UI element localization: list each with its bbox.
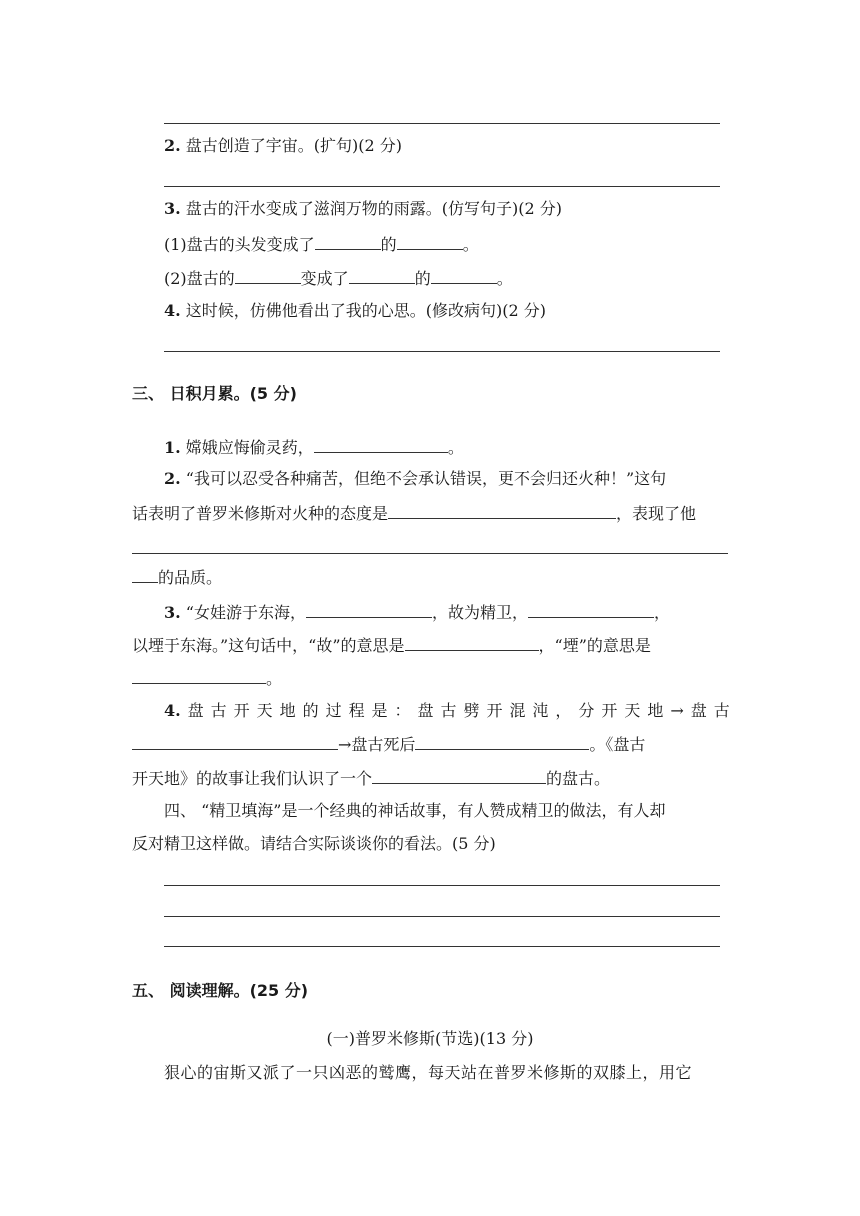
s3-item-3-line-1 [164, 601, 670, 624]
item-text: 开天地》的故事让我们认识了一个 [132, 769, 373, 788]
justified-char: 盘 [417, 701, 434, 720]
justified-char: 混 [509, 701, 526, 720]
question-number: 2. [164, 136, 181, 155]
item-text: “我可以忍受各种痛苦，但绝不会承认错误，更不会归还火种！”这句 [185, 469, 667, 488]
justified-char: 劈 [463, 701, 480, 720]
justified-char: 是 [371, 701, 388, 720]
fill-blank[interactable] [431, 267, 497, 284]
question-3-sub-2 [164, 267, 513, 290]
sub-text: 。 [496, 269, 513, 288]
section-4-line-1: 四、 “精卫填海”是一个经典的神话故事，有人赞成精卫的做法，有人却 [164, 801, 666, 820]
justified-char: 沌 [532, 701, 549, 720]
fill-blank[interactable] [315, 233, 381, 250]
fill-blank[interactable] [132, 733, 338, 750]
justified-char: ： [394, 701, 411, 720]
justified-char: 过 [325, 701, 342, 720]
item-text: 。 [447, 438, 464, 457]
reading-paragraph-line: 狠心的宙斯又派了一只凶恶的鹫鹰，每天站在普罗米修斯的双膝上，用它 [164, 1063, 693, 1082]
answer-line[interactable] [164, 885, 720, 886]
justified-char: → [670, 701, 684, 720]
question-2 [164, 135, 402, 157]
fill-blank[interactable] [132, 667, 266, 684]
fill-blank[interactable] [405, 634, 539, 651]
fill-blank[interactable] [235, 267, 301, 284]
answer-line[interactable] [164, 351, 720, 352]
item-text: 话表明了普罗米修斯对火种的态度是 [132, 504, 389, 523]
question-4 [164, 300, 546, 322]
justified-char: 程 [348, 701, 365, 720]
justified-char: 古 [210, 701, 227, 720]
question-3 [164, 198, 562, 220]
justified-line [164, 700, 730, 722]
answer-line[interactable] [164, 186, 720, 187]
sub-text: 的 [380, 235, 397, 254]
question-text: 盘古的汗水变成了滋润万物的雨露。(仿写句子)(2 分) [185, 199, 563, 218]
fill-blank[interactable] [388, 502, 616, 519]
fill-blank[interactable] [415, 733, 589, 750]
justified-char: 地 [279, 701, 296, 720]
justified-char: 分 [578, 701, 595, 720]
item-text: 的盘古。 [546, 769, 611, 788]
fill-blank[interactable] [314, 436, 448, 453]
fill-blank[interactable] [349, 267, 415, 284]
s3-item-2-line-2 [132, 502, 696, 525]
answer-line[interactable] [164, 916, 720, 917]
answer-line[interactable] [164, 123, 720, 124]
question-3-sub-1 [164, 233, 479, 256]
item-text: 嫦娥应悔偷灵药， [185, 438, 314, 457]
item-text: ，故为精卫， [431, 603, 528, 622]
justified-char: 古 [440, 701, 457, 720]
answer-line[interactable] [132, 553, 728, 554]
item-text: ，表现了他 [616, 504, 697, 523]
item-text: “女娃游于东海， [185, 603, 306, 622]
justified-char: ， [555, 701, 572, 720]
section-3-title: 三、 日积月累。(5 分) [132, 384, 297, 403]
fill-blank[interactable] [132, 566, 158, 583]
question-text: 这时候，仿佛他看出了我的心思。(修改病句)(2 分) [185, 301, 547, 320]
fill-blank[interactable] [372, 767, 546, 784]
section-4-line-2: 反对精卫这样做。请结合实际谈谈你的看法。(5 分) [132, 834, 496, 853]
justified-char: 盘 [690, 701, 707, 720]
item-text: 的品质。 [158, 568, 223, 587]
s3-item-4-line-3 [132, 767, 610, 790]
fill-blank[interactable] [397, 233, 463, 250]
item-text: →盘古死后 [338, 735, 416, 754]
item-text: 。 [266, 669, 283, 688]
justified-char: 地 [647, 701, 664, 720]
justified-char: 古 [713, 701, 730, 720]
item-number: 2. [164, 469, 181, 488]
s3-item-1 [164, 436, 464, 459]
sub-text: (2)盘古的 [164, 269, 235, 288]
question-number: 3. [164, 199, 181, 218]
reading-subtitle: (一)普罗米修斯(节选)(13 分) [326, 1029, 534, 1048]
fill-blank[interactable] [306, 601, 432, 618]
s3-item-4-line-1 [164, 700, 730, 722]
item-text: 以堙于东海。”这句话中，“故”的意思是 [132, 636, 405, 655]
section-5-title: 五、 阅读理解。(25 分) [132, 981, 309, 1000]
item-number: 1. [164, 438, 181, 457]
justified-char: 天 [256, 701, 273, 720]
s3-item-2-line-1 [164, 468, 666, 490]
justified-char: 开 [601, 701, 618, 720]
sub-text: (1)盘古的头发变成了 [164, 235, 315, 254]
item-text: 。《盘古 [589, 735, 646, 754]
s3-item-3-line-3 [132, 667, 282, 690]
justified-char: 的 [302, 701, 319, 720]
s3-item-3-line-2 [132, 634, 651, 657]
item-text: ，“堙”的意思是 [538, 636, 651, 655]
sub-text: 。 [462, 235, 479, 254]
question-number: 4. [164, 301, 181, 320]
item-number: 4. [164, 701, 181, 720]
sub-text: 的 [414, 269, 431, 288]
justified-char: 天 [624, 701, 641, 720]
answer-line[interactable] [164, 946, 720, 947]
item-number: 3. [164, 603, 181, 622]
question-text: 盘古创造了宇宙。(扩句)(2 分) [185, 136, 403, 155]
justified-char: 开 [233, 701, 250, 720]
fill-blank[interactable] [528, 601, 654, 618]
s3-item-4-line-2 [132, 733, 645, 756]
s3-item-2-line-4 [132, 566, 222, 589]
justified-char: 开 [486, 701, 503, 720]
sub-text: 变成了 [300, 269, 349, 288]
item-text: ， [654, 603, 671, 622]
justified-char: 盘 [187, 701, 204, 720]
